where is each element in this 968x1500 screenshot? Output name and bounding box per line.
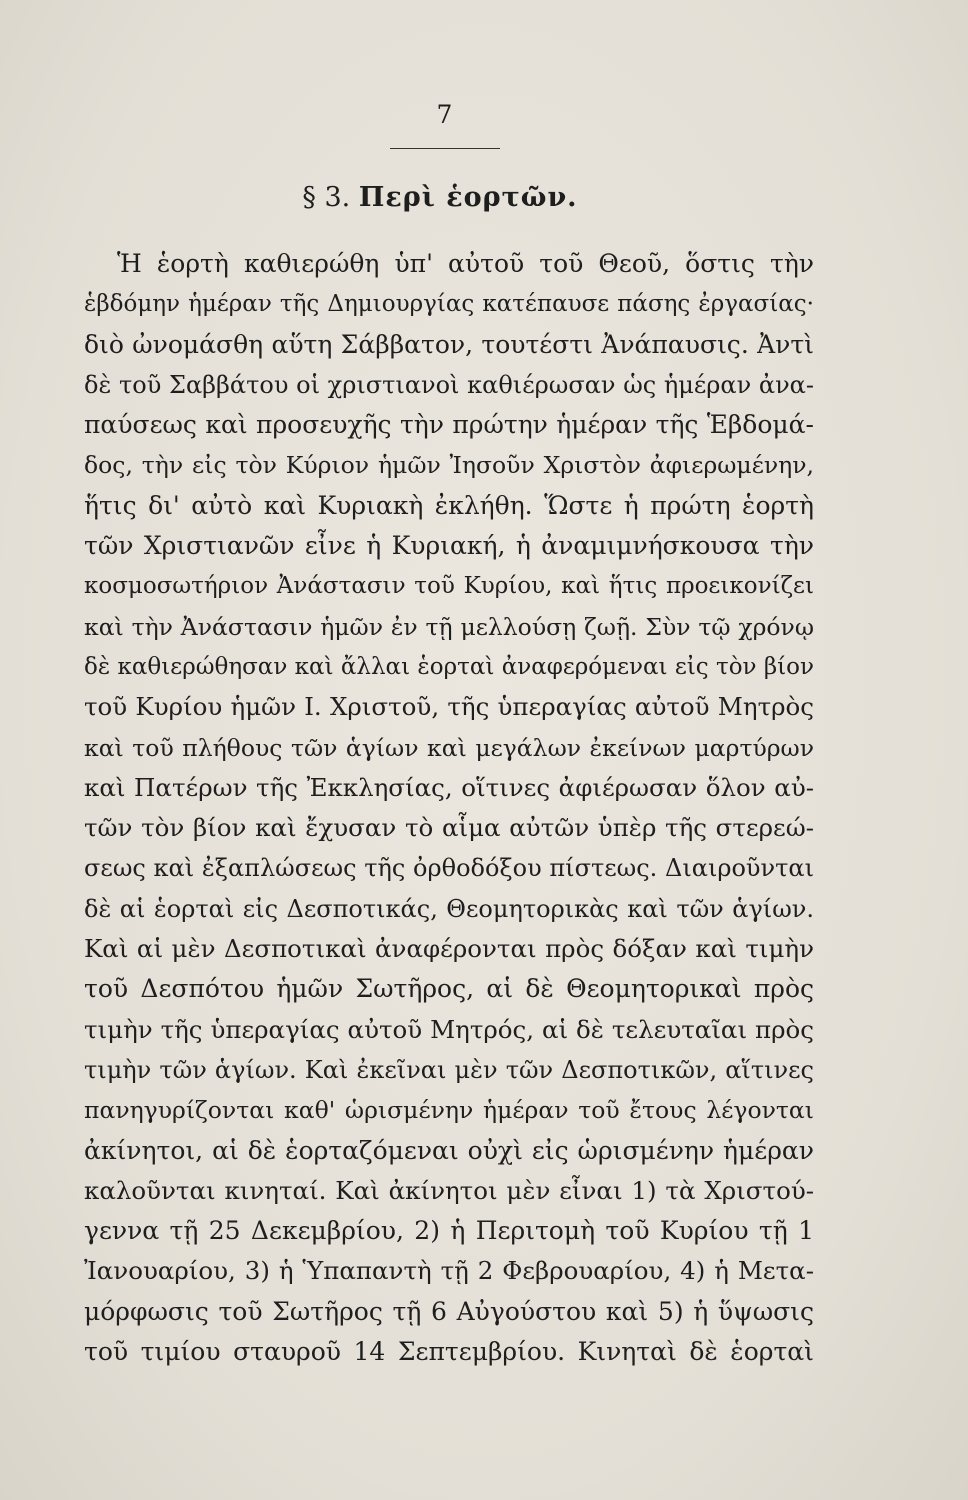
text-line: Καὶ αἱ μὲν Δεσποτικαὶ ἀναφέρονται πρὸς δόξαν καὶ τιμὴν — [84, 934, 814, 964]
text-line: Ἡ ἑορτὴ καθιερώθη ὑπ' αὐτοῦ τοῦ Θεοῦ, ὅστις τὴν — [117, 249, 814, 278]
text-line: γεννα τῇ 25 Δεκεμβρίου, 2) ἡ Περιτομὴ τοῦ Κυρίου τῇ 1 — [84, 1216, 814, 1246]
text-line: καὶ Πατέρων τῆς Ἐκκλησίας, οἵτινες ἀφιέρωσαν ὅλον αὐ- — [84, 772, 814, 802]
section-number: § 3. — [302, 182, 351, 213]
text-line: καὶ τοῦ πλήθους τῶν ἁγίων καὶ μεγάλων ἐκείνων μαρτύρων — [84, 733, 814, 762]
text-line: τοῦ τιμίου σταυροῦ 14 Σεπτεμβρίου. Κινηταὶ δὲ ἑορταὶ — [84, 1337, 814, 1367]
text-line: διὸ ὠνομάσθη αὕτη Σάββατον, τουτέστι Ἀνάπαυσις. Ἀντὶ — [84, 329, 814, 359]
text-line: τῶν Χριστιανῶν εἶνε ἡ Κυριακή, ἡ ἀναμιμνήσκουσα τὴν — [84, 531, 814, 561]
page-number: 7 — [436, 100, 454, 129]
text-line: δὲ τοῦ Σαββάτου οἱ χριστιανοὶ καθιέρωσαν ὡς ἡμέραν ἀνα- — [84, 370, 814, 399]
text-line: Ἰανουαρίου, 3) ἡ Ὑπαπαντὴ τῇ 2 Φεβρουαρίου, 4) ἡ Μετα- — [84, 1256, 814, 1286]
section-heading — [0, 182, 880, 213]
text-line: τοῦ Κυρίου ἡμῶν Ι. Χριστοῦ, τῆς ὑπεραγίας αὐτοῦ Μητρὸς — [84, 692, 814, 722]
text-line: τῶν τὸν βίον καὶ ἔχυσαν τὸ αἷμα αὐτῶν ὑπὲρ τῆς στερεώ- — [84, 813, 814, 843]
text-line: καλοῦνται κινηταί. Καὶ ἀκίνητοι μὲν εἶναι 1) τὰ Χριστού- — [84, 1175, 814, 1205]
text-line: σεως καὶ ἐξαπλώσεως τῆς ὀρθοδόξου πίστεως. Διαιροῦνται — [84, 854, 814, 883]
header-rule — [390, 148, 500, 149]
text-line: μόρφωσις τοῦ Σωτῆρος τῇ 6 Αὐγούστου καὶ 5) ἡ ὕψωσις — [84, 1296, 814, 1326]
text-line: ἥτις δι' αὐτὸ καὶ Κυριακὴ ἐκλήθη. Ὥστε ἡ πρώτη ἑορτὴ — [84, 490, 814, 520]
text-line: δὲ αἱ ἑορταὶ εἰς Δεσποτικάς, Θεομητορικὰς καὶ τῶν ἁγίων. — [84, 894, 814, 923]
text-line: πανηγυρίζονται καθ' ὡρισμένην ἡμέραν τοῦ ἔτους λέγονται — [84, 1096, 814, 1125]
section-title: Περὶ ἑορτῶν. — [358, 182, 578, 213]
text-line: δὲ καθιερώθησαν καὶ ἄλλαι ἑορταὶ ἀναφερόμεναι εἰς τὸν βίον — [84, 653, 814, 680]
text-line: τιμὴν τῆς ὑπεραγίας αὐτοῦ Μητρός, αἱ δὲ τελευταῖαι πρὸς — [84, 1014, 814, 1044]
text-line: τοῦ Δεσπότου ἡμῶν Σωτῆρος, αἱ δὲ Θεομητορικαὶ πρὸς — [84, 974, 814, 1004]
text-line: κοσμοσωτήριον Ἀνάστασιν τοῦ Κυρίου, καὶ ἥτις προεικονίζει — [84, 573, 814, 600]
text-line: ἑβδόμην ἡμέραν τῆς Δημιουργίας κατέπαυσε πάσης ἐργασίας· — [84, 291, 814, 318]
text-line: παύσεως καὶ προσευχῆς τὴν πρώτην ἡμέραν τῆς Ἑβδομά- — [84, 410, 814, 440]
text-line: ἀκίνητοι, αἱ δὲ ἑορταζόμεναι οὐχὶ εἰς ὡρισμένην ἡμέραν — [84, 1135, 814, 1165]
text-line: τιμὴν τῶν ἁγίων. Καὶ ἐκεῖναι μὲν τῶν Δεσποτικῶν, αἵτινες — [84, 1055, 814, 1084]
text-line: καὶ τὴν Ἀνάστασιν ἡμῶν ἐν τῇ μελλούσῃ ζωῇ. Σὺν τῷ χρόνῳ — [84, 612, 814, 641]
body-text — [84, 244, 814, 1372]
text-line: δος, τὴν εἰς τὸν Κύριον ἡμῶν Ἰησοῦν Χριστὸν ἀφιερωμένην, — [84, 451, 814, 480]
